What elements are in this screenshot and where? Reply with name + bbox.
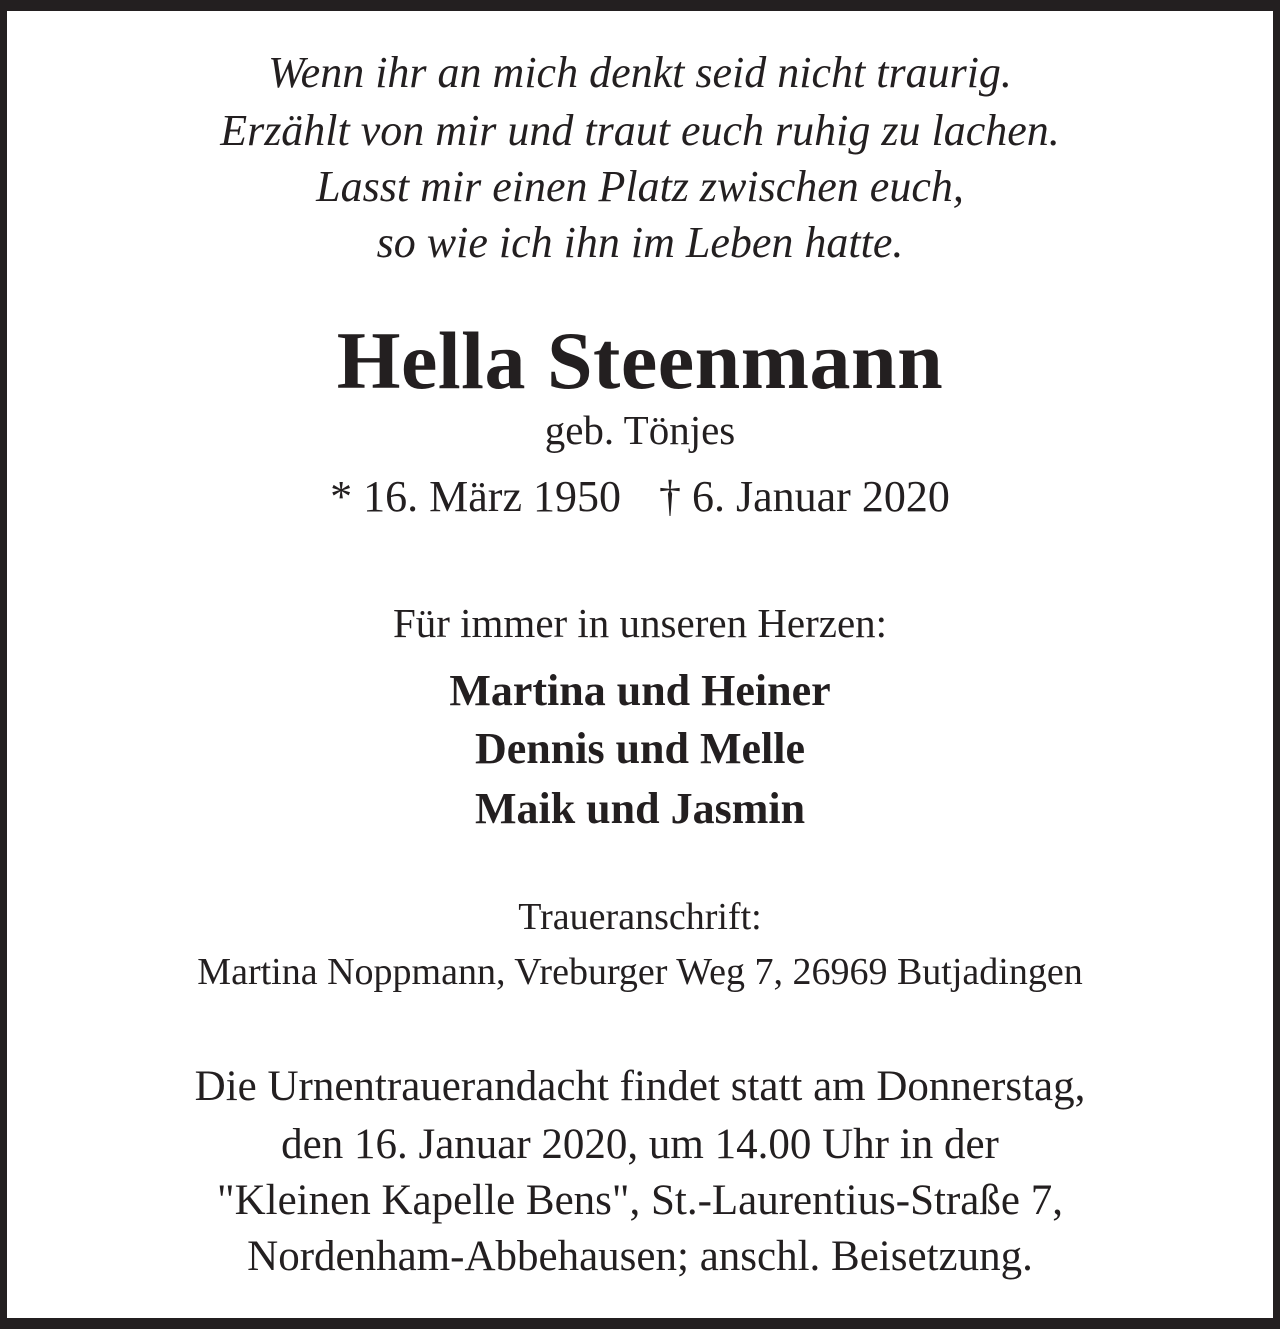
service-line-2: den 16. Januar 2020, um 14.00 Uhr in der <box>281 1121 999 1168</box>
mourner-name-2: Dennis und Melle <box>474 724 806 773</box>
mourner-name-1: Martina und Heiner <box>449 666 831 715</box>
mourner-name-3: Maik und Jasmin <box>474 784 806 833</box>
life-dates <box>7 472 1273 521</box>
address-label: Traueranschrift: <box>518 896 762 938</box>
service-line-3: "Kleinen Kapelle Bens", St.-Laurentius-Straße 7, <box>217 1177 1063 1224</box>
birth-date: * 16. März 1950 <box>330 472 621 521</box>
poem-line-1: Wenn ihr an mich denkt seid nicht traurig. <box>268 48 1012 97</box>
mourners-intro: Für immer in unseren Herzen: <box>392 600 888 646</box>
poem-line-2: Erzählt von mir und traut euch ruhig zu lachen. <box>220 106 1060 155</box>
death-date: † 6. Januar 2020 <box>659 472 950 521</box>
address-value: Martina Noppmann, Vreburger Weg 7, 26969 Butjadingen <box>197 951 1083 993</box>
service-line-1: Die Urnentrauerandacht findet statt am Donnerstag, <box>194 1063 1086 1110</box>
maiden-name: geb. Tönjes <box>544 407 736 453</box>
service-line-4: Nordenham-Abbehausen; anschl. Beisetzung. <box>247 1233 1033 1280</box>
poem-line-3: Lasst mir einen Platz zwischen euch, <box>316 162 964 211</box>
deceased-name: Hella Steenmann <box>336 315 944 406</box>
poem-line-4: so wie ich ihn im Leben hatte. <box>376 218 904 267</box>
